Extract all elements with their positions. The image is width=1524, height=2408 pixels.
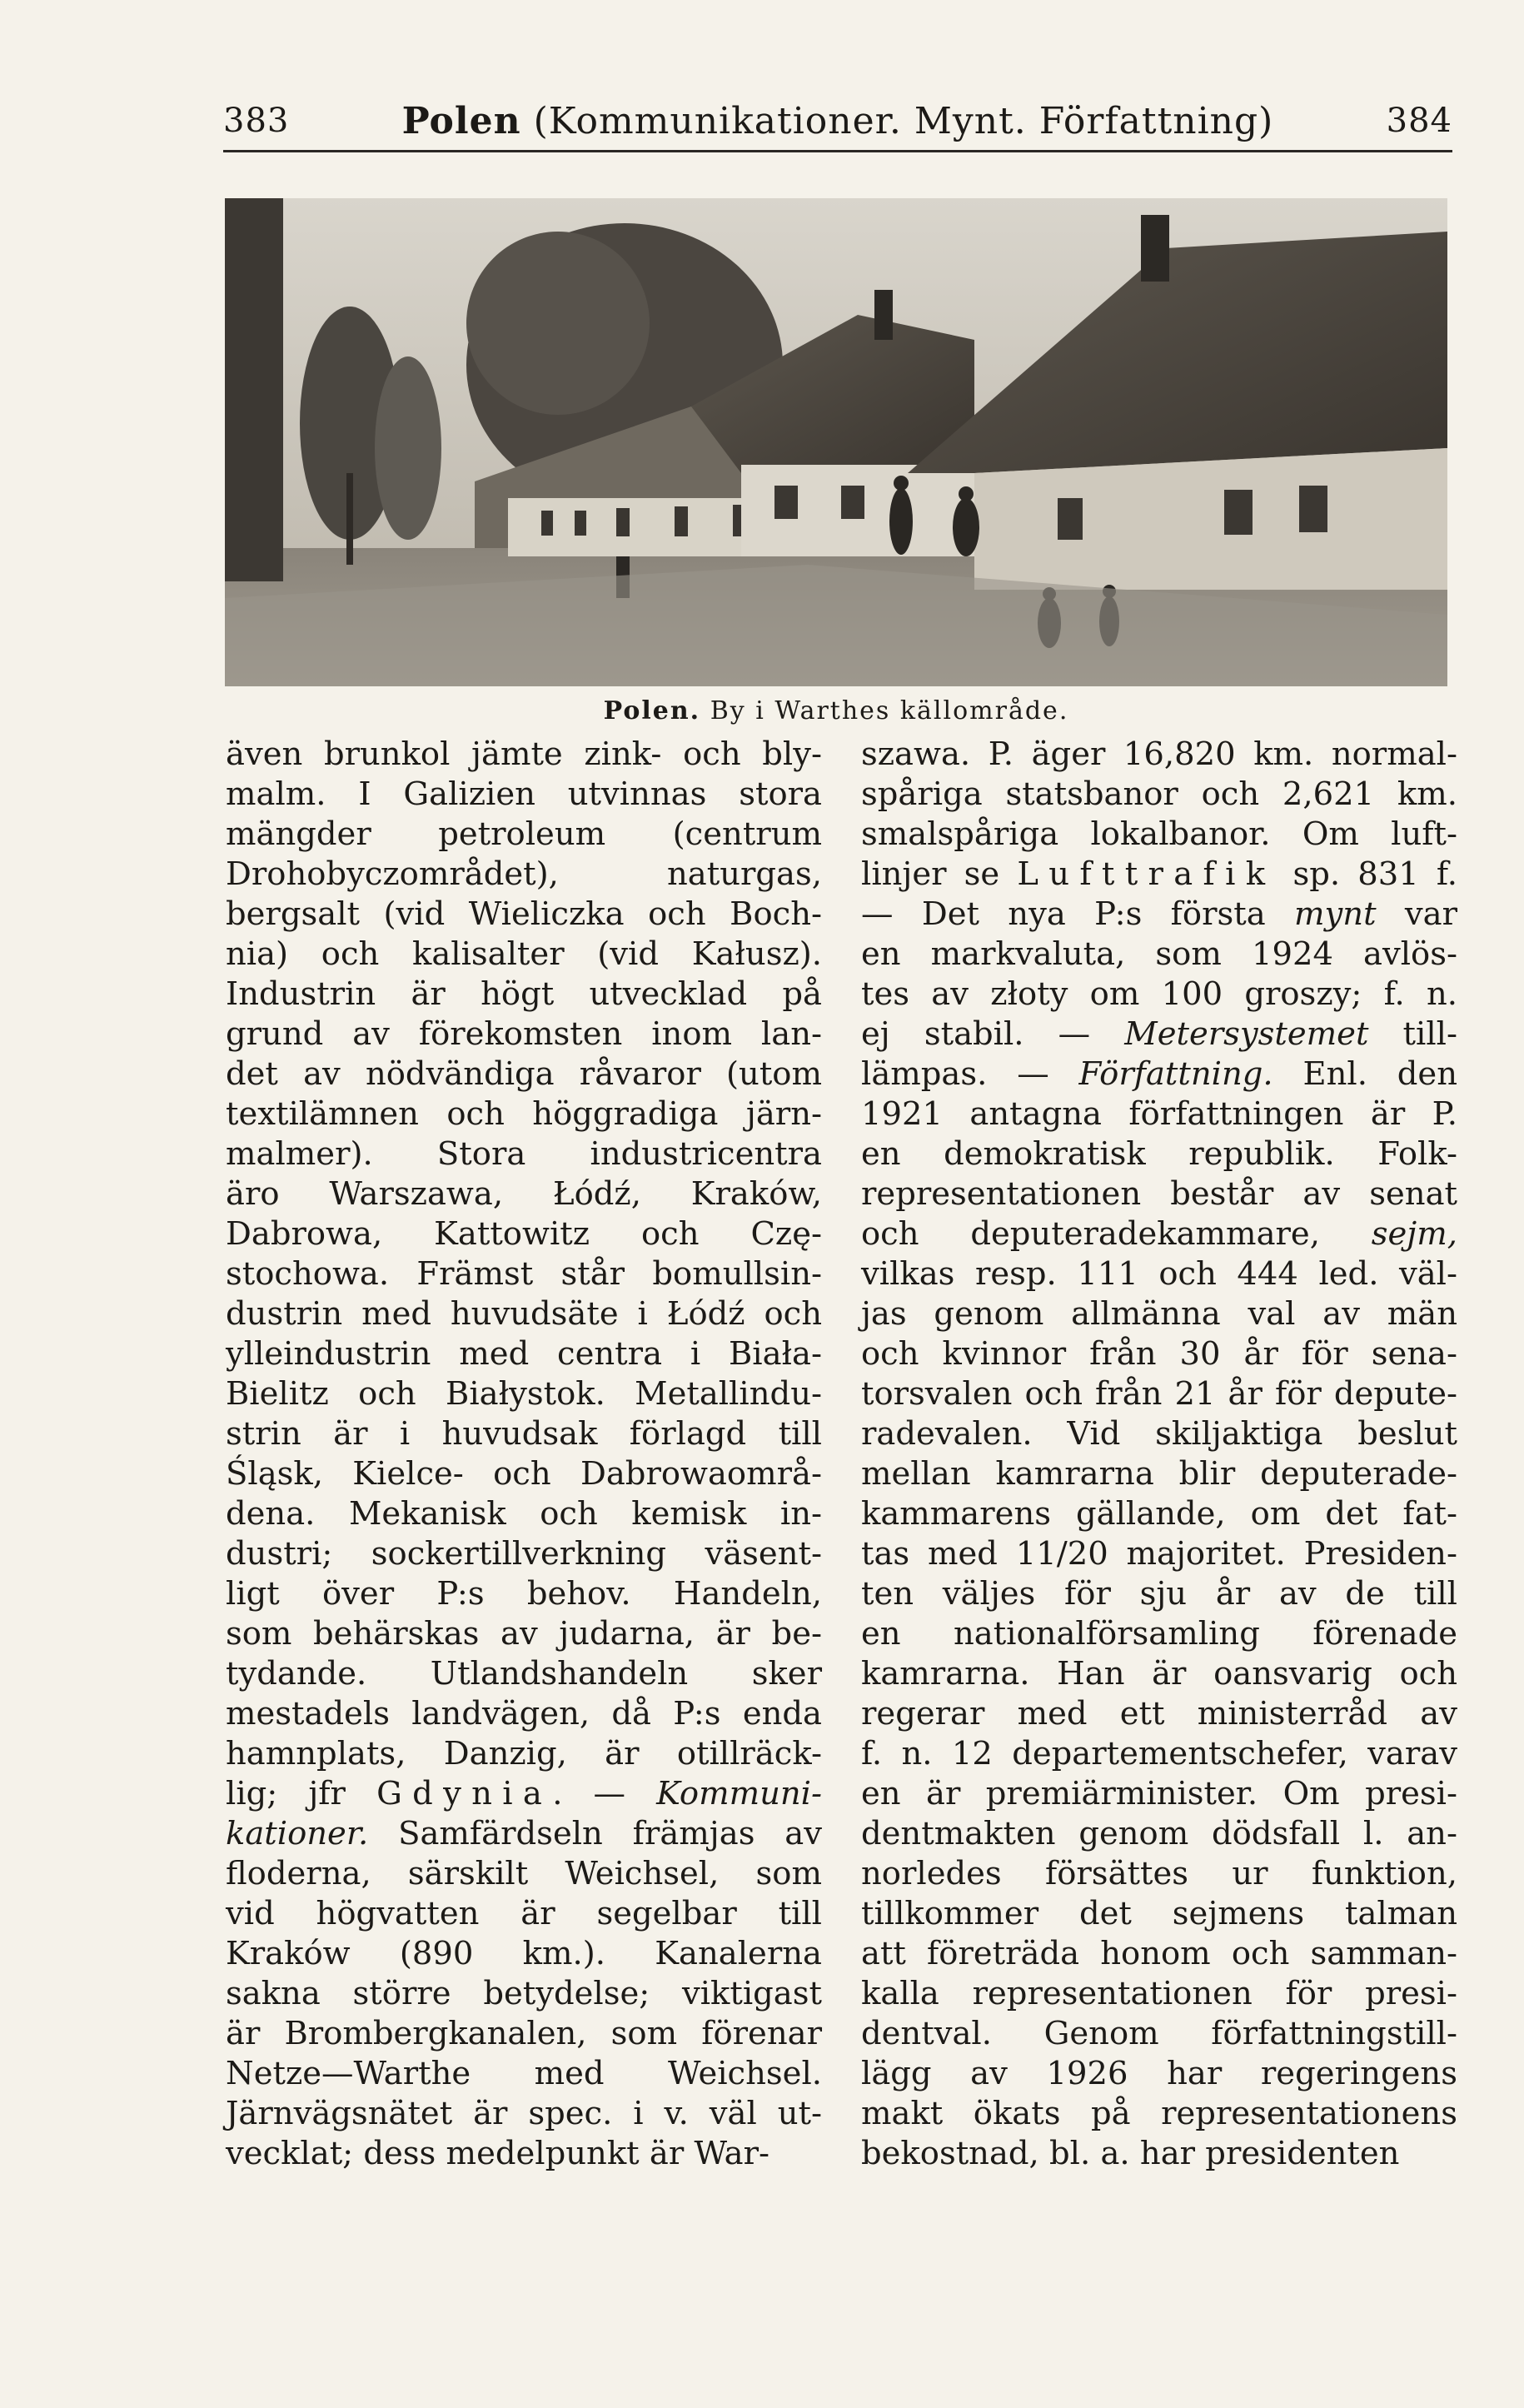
right-line: tes av złoty om 100 groszy; f. n.: [861, 975, 1457, 1013]
left-line: äro Warszawa, Łódź, Kraków,: [226, 1175, 822, 1213]
right-line: torsvalen och från 21 år för depute-: [861, 1375, 1457, 1413]
right-line: en demokratisk republik. Folk-: [861, 1135, 1457, 1173]
kommunikationer-heading-cont: kationer.: [226, 1815, 369, 1852]
right-line: [861, 895, 1457, 935]
right-line: [861, 1534, 1457, 1574]
right-line: en markvaluta, som 1924 avlös-: [861, 935, 1457, 973]
left-line: sakna större betydelse; viktigast: [226, 1975, 822, 2012]
right-line: radevalen. Vid skiljaktiga beslut: [861, 1415, 1457, 1453]
left-line: dena. Mekanisk och kemisk in-: [226, 1495, 822, 1533]
photo-caption-title: Polen.: [603, 696, 701, 725]
right-line: regerar med ett ministerråd av: [861, 1695, 1457, 1732]
right-line: smalspåriga lokalbanor. Om luft-: [861, 815, 1457, 853]
left-line: ylleindustrin med centra i Biała-: [226, 1335, 822, 1373]
left-line: [226, 1814, 822, 1854]
left-line: Bielitz och Białystok. Metallindu-: [226, 1375, 822, 1413]
left-line: bergsalt (vid Wieliczka och Boch-: [226, 895, 822, 933]
photo-caption-text: By i Warthes källområde.: [710, 696, 1069, 725]
sejm-term: sejm,: [1371, 1215, 1457, 1253]
photo-caption: [225, 696, 1447, 725]
right-line: ten väljes för sju år av de till: [861, 1575, 1457, 1613]
right-line: kammarens gällande, om det fat-: [861, 1495, 1457, 1533]
right-line: och kvinnor från 30 år för sena-: [861, 1335, 1457, 1373]
right-line: norledes försättes ur funktion,: [861, 1855, 1457, 1892]
left-line-gdynia: [226, 1774, 822, 1814]
right-line: dentval. Genom författningstill-: [861, 2015, 1457, 2052]
left-line: vid högvatten är segelbar till: [226, 1895, 822, 1932]
right-line: en nationalförsamling förenade: [861, 1615, 1457, 1653]
text-column-right: [861, 735, 1457, 2192]
right-line-text: — Det nya P:s första: [861, 895, 1295, 933]
right-line-text: linjer se: [861, 855, 1018, 893]
right-line-text: sp. 831 f.: [1275, 855, 1457, 893]
forfattning-heading: Författning.: [1078, 1055, 1273, 1093]
left-line: dustri; sockertillverkning väsent-: [226, 1535, 822, 1573]
left-line: är Brombergkanalen, som förenar: [226, 2015, 822, 2052]
left-line-text: lig; jfr: [226, 1775, 377, 1812]
header-title-subtitle: (Kommunikationer. Mynt. Författning): [533, 100, 1274, 142]
left-line: Industrin är högt utvecklad på: [226, 975, 822, 1013]
left-line: nia) och kalisalter (vid Kałusz).: [226, 935, 822, 973]
left-line: ligt över P:s behov. Handeln,: [226, 1575, 822, 1613]
left-line: malm. I Galizien utvinnas stora: [226, 775, 822, 813]
right-line: makt ökats på representationens: [861, 2095, 1457, 2132]
left-line: Drohobyczområdet), naturgas,: [226, 855, 822, 893]
right-line: [861, 1015, 1457, 1054]
page-number-right: 384: [1386, 102, 1452, 140]
left-line: vecklat; dess medelpunkt är War-: [226, 2135, 770, 2172]
right-line: kamrarna. Han är oansvarig och: [861, 1655, 1457, 1693]
right-line: vilkas resp. 111 och 444 led. väl-: [861, 1255, 1457, 1293]
right-line: [861, 1054, 1457, 1094]
right-line-text: och deputeradekammare,: [861, 1215, 1372, 1253]
right-line: spåriga statsbanor och 2,621 km.: [861, 775, 1457, 813]
left-line: stochowa. Främst står bomullsin-: [226, 1255, 822, 1293]
left-line: Järnvägsnätet är spec. i v. väl ut-: [226, 2095, 822, 2132]
majority-fraction: 11/20: [1015, 1535, 1108, 1573]
mynt-heading: mynt: [1294, 895, 1377, 933]
left-line: strin är i huvudsak förlagd till: [226, 1415, 822, 1453]
page-number-left: 383: [223, 102, 290, 140]
left-line: Kraków (890 km.). Kanalerna: [226, 1935, 822, 1972]
right-line: kalla representationen för presi-: [861, 1975, 1457, 2012]
right-line: [861, 855, 1457, 895]
village-photo-illustration: [225, 198, 1447, 686]
left-line: mängder petroleum (centrum: [226, 815, 822, 853]
header-title-main: Polen: [401, 100, 521, 142]
left-line: hamnplats, Danzig, är otillräck-: [226, 1735, 822, 1772]
right-line: tillkommer det sejmens talman: [861, 1895, 1457, 1932]
right-line: mellan kamrarna blir deputerade-: [861, 1455, 1457, 1493]
left-line: tydande. Utlandshandeln sker: [226, 1655, 822, 1693]
left-line-text: . —: [552, 1775, 657, 1812]
village-photograph: [225, 198, 1447, 686]
left-line: Śląsk, Kielce- och Dabrowaområ-: [226, 1455, 822, 1493]
right-line: en är premiärminister. Om presi-: [861, 1775, 1457, 1812]
left-line: även brunkol jämte zink- och bly-: [226, 735, 822, 773]
left-line: dustrin med huvudsäte i Łódź och: [226, 1295, 822, 1333]
right-line: dentmakten genom dödsfall l. an-: [861, 1815, 1457, 1852]
header-title: [223, 100, 1452, 142]
left-line: mestadels landvägen, då P:s enda: [226, 1695, 822, 1732]
lufttrafik-reference-link[interactable]: Lufttrafik: [1017, 855, 1276, 893]
left-line: textilämnen och höggradiga järn-: [226, 1095, 822, 1133]
right-line-text: majoritet. Presiden-: [1108, 1535, 1457, 1573]
right-line-text: ej stabil. —: [861, 1015, 1125, 1053]
right-line-text: lämpas. —: [861, 1055, 1079, 1093]
right-line: szawa. P. äger 16,820 km. normal-: [861, 735, 1457, 773]
right-line: representationen består av senat: [861, 1175, 1457, 1213]
left-line: Netze—Warthe med Weichsel.: [226, 2055, 822, 2092]
running-header: [223, 98, 1452, 152]
right-line-text: till-: [1368, 1015, 1457, 1053]
left-line: grund av förekomsten inom lan-: [226, 1015, 822, 1053]
right-line: bekostnad, bl. a. har presidenten: [861, 2135, 1400, 2172]
left-line: Dabrowa, Kattowitz och Czę-: [226, 1215, 822, 1253]
right-line: jas genom allmänna val av män: [861, 1295, 1457, 1333]
kommunikationer-heading: Kommuni-: [656, 1775, 823, 1812]
right-line: lägg av 1926 har regeringens: [861, 2055, 1457, 2092]
left-line: malmer). Stora industricentra: [226, 1135, 822, 1173]
text-column-left: [226, 735, 822, 2192]
left-line: floderna, särskilt Weichsel, som: [226, 1855, 822, 1892]
gdynia-reference-link[interactable]: Gdynia: [376, 1775, 553, 1812]
right-line: att företräda honom och samman-: [861, 1935, 1457, 1972]
right-line: [861, 1214, 1457, 1254]
right-line-text: tas med: [861, 1535, 1016, 1573]
right-line: f. n. 12 departementschefer, varav: [861, 1735, 1457, 1772]
metersystemet-heading: Metersystemet: [1124, 1015, 1369, 1053]
right-line: 1921 antagna författningen är P.: [861, 1095, 1457, 1133]
left-line: som behärskas av judarna, är be-: [226, 1615, 822, 1653]
left-line-text: Samfärdseln främjas av: [368, 1815, 822, 1852]
right-line-text: var: [1376, 895, 1457, 933]
right-line-text: Enl. den: [1272, 1055, 1457, 1093]
left-line: det av nödvändiga råvaror (utom: [226, 1055, 822, 1093]
